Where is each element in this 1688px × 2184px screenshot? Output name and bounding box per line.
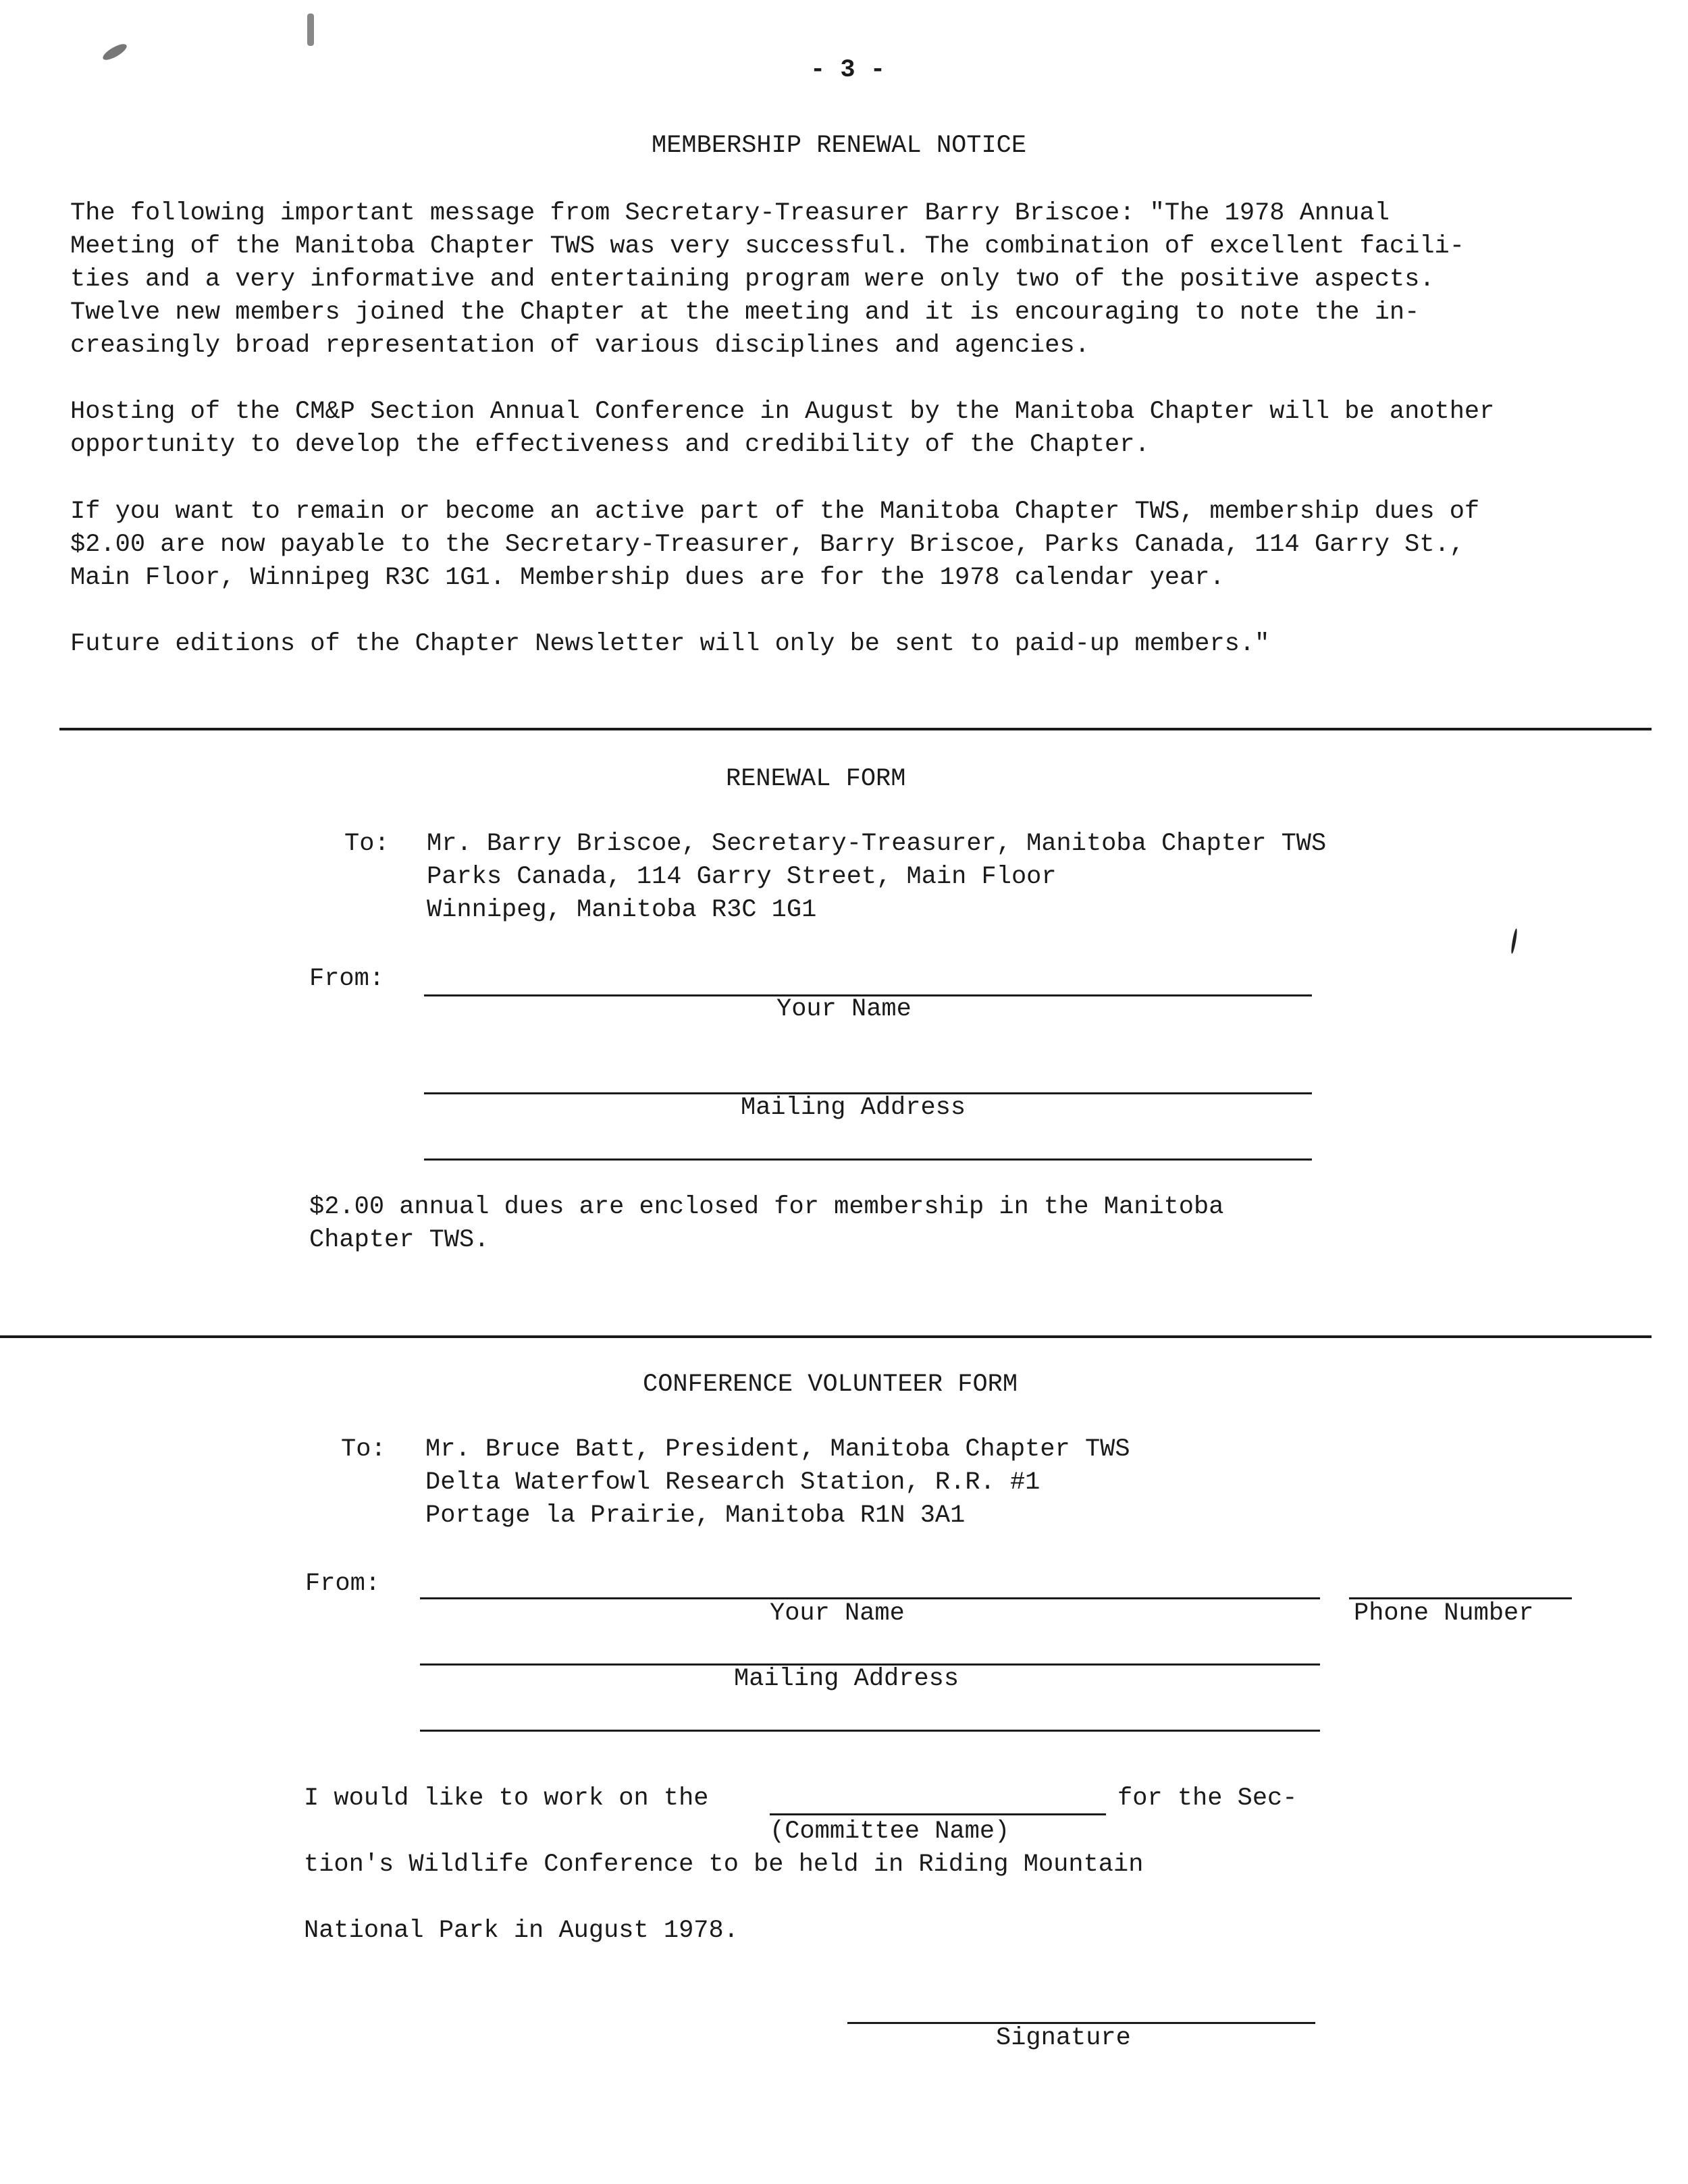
volunteer-from-label: From: — [305, 1570, 381, 1598]
scan-speck — [307, 14, 314, 46]
signature-label: Signature — [996, 2024, 1131, 2052]
notice-paragraph-3 — [70, 496, 1664, 595]
text-line: Hosting of the CM&P Section Annual Conference in August by the Manitoba Chapter will be another — [70, 398, 1495, 426]
renewal-to-line: Winnipeg, Manitoba R3C 1G1 — [427, 896, 817, 924]
text-line: The following important message from Secretary-Treasurer Barry Briscoe: "The 1978 Annual — [70, 199, 1390, 228]
volunteer-work-suffix: for the Sec- — [1117, 1784, 1298, 1813]
volunteer-work-line: National Park in August 1978. — [304, 1917, 739, 1945]
text-line: Meeting of the Manitoba Chapter TWS was very successful. The combination of excellent facili- — [70, 232, 1465, 261]
volunteer-to-line: Mr. Bruce Batt, President, Manitoba Chapter TWS — [425, 1435, 1130, 1464]
volunteer-work-prefix: I would like to work on the — [304, 1784, 709, 1813]
volunteer-phone-label: Phone Number — [1354, 1599, 1534, 1628]
section-divider — [0, 1335, 1652, 1338]
volunteer-to-label: To: — [341, 1435, 386, 1464]
renewal-from-label: From: — [309, 965, 385, 993]
committee-name-label: (Committee Name) — [770, 1817, 1010, 1846]
text-line: opportunity to develop the effectiveness and credibility of the Chapter. — [70, 431, 1150, 459]
volunteer-address-field-2[interactable] — [420, 1730, 1320, 1732]
section-divider — [59, 728, 1652, 730]
text-line: Main Floor, Winnipeg R3C 1G1. Membership dues are for the 1978 calendar year. — [70, 564, 1225, 592]
text-line: Twelve new members joined the Chapter at the meeting and it is encouraging to note the in- — [70, 298, 1420, 327]
renewal-to-label: To: — [344, 830, 390, 858]
renewal-to-line: Mr. Barry Briscoe, Secretary-Treasurer, Manitoba Chapter TWS — [427, 830, 1327, 858]
text-line: If you want to remain or become an active part of the Manitoba Chapter TWS, membership dues of — [70, 498, 1480, 526]
text-line: creasingly broad representation of various disciplines and agencies. — [70, 331, 1090, 360]
scan-speck — [101, 41, 129, 63]
volunteer-work-line: tion's Wildlife Conference to be held in Riding Mountain — [304, 1850, 1144, 1879]
volunteer-address-label: Mailing Address — [734, 1665, 959, 1693]
renewal-name-label: Your Name — [776, 995, 912, 1023]
volunteer-form-title: CONFERENCE VOLUNTEER FORM — [643, 1370, 1018, 1399]
renewal-dues-line: Chapter TWS. — [309, 1226, 490, 1254]
notice-paragraph-4 — [70, 628, 1664, 661]
volunteer-to-line: Portage la Prairie, Manitoba R1N 3A1 — [425, 1501, 966, 1530]
committee-name-field[interactable] — [770, 1813, 1106, 1815]
notice-paragraph-1 — [70, 197, 1664, 363]
renewal-address-field-2[interactable] — [424, 1158, 1312, 1161]
renewal-to-line: Parks Canada, 114 Garry Street, Main Floor — [427, 863, 1057, 891]
renewal-address-label: Mailing Address — [741, 1094, 966, 1122]
notice-title: MEMBERSHIP RENEWAL NOTICE — [652, 132, 1027, 160]
volunteer-to-line: Delta Waterfowl Research Station, R.R. #1 — [425, 1468, 1040, 1497]
renewal-form-title: RENEWAL FORM — [726, 765, 906, 793]
scan-speck — [1510, 928, 1519, 954]
text-line: Future editions of the Chapter Newsletter will only be sent to paid-up members." — [70, 630, 1270, 658]
notice-paragraph-2 — [70, 396, 1664, 462]
text-line: $2.00 are now payable to the Secretary-Treasurer, Barry Briscoe, Parks Canada, 114 Garry St., — [70, 531, 1465, 559]
renewal-dues-line: $2.00 annual dues are enclosed for membership in the Manitoba — [309, 1193, 1224, 1221]
volunteer-name-label: Your Name — [770, 1599, 905, 1628]
page-number: - 3 - — [810, 56, 886, 84]
text-line: ties and a very informative and entertaining program were only two of the positive aspects. — [70, 265, 1435, 294]
